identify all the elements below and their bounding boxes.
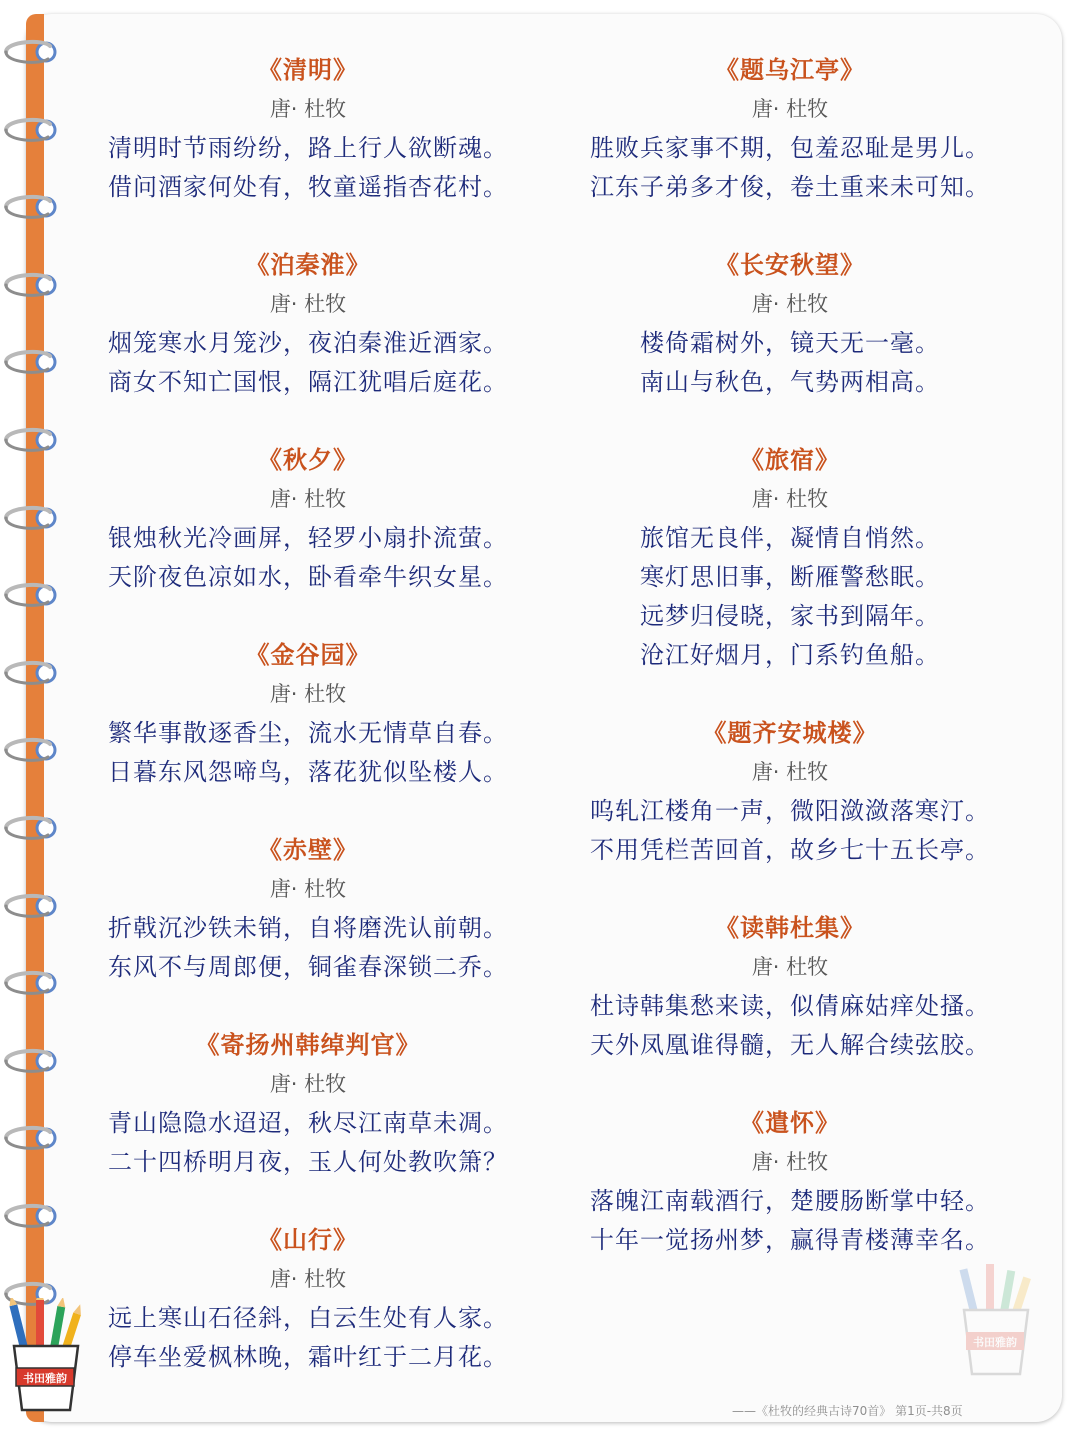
binder-ring <box>0 268 64 302</box>
poem-author: 唐· 杜牧 <box>751 292 829 316</box>
poem-author: 唐· 杜牧 <box>751 97 829 121</box>
binder-ring <box>0 423 64 457</box>
binder-ring <box>0 733 64 767</box>
poem-block <box>58 830 558 987</box>
poem-line: 银烛秋光冷画屏，轻罗小扇扑流萤。 <box>108 524 508 552</box>
poem-author: 唐· 杜牧 <box>269 97 347 121</box>
binder-ring <box>0 966 64 1000</box>
poem-title: 《寄扬州韩绰判官》 <box>195 1031 421 1059</box>
poem-author: 唐· 杜牧 <box>269 877 347 901</box>
poem-block <box>540 245 1040 402</box>
poem-line: 商女不知亡国恨，隔江犹唱后庭花。 <box>108 368 508 396</box>
page-footer: ——《杜牧的经典古诗70首》 第1页-共8页 <box>732 1404 963 1418</box>
poem-block <box>540 440 1040 675</box>
binder-ring <box>0 656 64 690</box>
binder-ring <box>0 811 64 845</box>
poem-author: 唐· 杜牧 <box>269 1072 347 1096</box>
binder-ring <box>0 889 64 923</box>
poem-author: 唐· 杜牧 <box>269 487 347 511</box>
binder-ring <box>0 1044 64 1078</box>
binder-ring <box>0 113 64 147</box>
poem-line: 天阶夜色凉如水，卧看牵牛织女星。 <box>108 563 508 591</box>
poem-line: 远梦归侵晓，家书到隔年。 <box>640 602 940 630</box>
poem-column-right <box>540 50 1040 1260</box>
poem-line: 南山与秋色，气势两相高。 <box>640 368 940 396</box>
poem-title: 《遣怀》 <box>740 1109 840 1137</box>
poem-title: 《题齐安城楼》 <box>702 719 878 747</box>
poem-line: 落魄江南载酒行，楚腰肠断掌中轻。 <box>590 1187 990 1215</box>
poem-line: 胜败兵家事不期，包羞忍耻是男儿。 <box>590 134 990 162</box>
poem-line: 借问酒家何处有，牧童遥指杏花村。 <box>108 173 508 201</box>
poem-title: 《读韩杜集》 <box>715 914 865 942</box>
poem-line: 旅馆无良伴，凝情自悄然。 <box>640 524 940 552</box>
poem-line: 沧江好烟月，门系钓鱼船。 <box>640 641 940 669</box>
pencil-cup-watermark <box>956 1262 1036 1382</box>
watermark-label: 书田雅韵 <box>973 1336 1017 1349</box>
poem-title: 《长安秋望》 <box>715 251 865 279</box>
binder-ring <box>0 1121 64 1155</box>
poem-block <box>58 1025 558 1182</box>
poem-column-left <box>58 50 558 1377</box>
poem-line: 远上寒山石径斜，白云生处有人家。 <box>108 1304 508 1332</box>
binder-ring <box>0 190 64 224</box>
poem-block <box>540 1103 1040 1260</box>
poem-title: 《题乌江亭》 <box>715 56 865 84</box>
poem-author: 唐· 杜牧 <box>751 760 829 784</box>
poem-line: 十年一觉扬州梦，赢得青楼薄幸名。 <box>590 1226 990 1254</box>
poem-author: 唐· 杜牧 <box>751 487 829 511</box>
poem-block <box>58 50 558 207</box>
poem-line: 青山隐隐水迢迢，秋尽江南草未凋。 <box>108 1109 508 1137</box>
poem-block <box>58 440 558 597</box>
poem-title: 《赤壁》 <box>258 836 358 864</box>
poem-line: 日暮东风怨啼鸟，落花犹似坠楼人。 <box>108 758 508 786</box>
poem-author: 唐· 杜牧 <box>269 682 347 706</box>
binder-ring <box>0 345 64 379</box>
poem-line: 呜轧江楼角一声，微阳潋潋落寒汀。 <box>590 797 990 825</box>
poem-line: 繁华事散逐香尘，流水无情草自春。 <box>108 719 508 747</box>
poem-line: 二十四桥明月夜，玉人何处教吹箫？ <box>108 1148 508 1176</box>
binder-ring <box>0 501 64 535</box>
poem-line: 清明时节雨纷纷，路上行人欲断魂。 <box>108 134 508 162</box>
poem-block <box>540 908 1040 1065</box>
poem-line: 东风不与周郎便，铜雀春深锁二乔。 <box>108 953 508 981</box>
poem-line: 折戟沉沙铁未销，自将磨洗认前朝。 <box>108 914 508 942</box>
poem-line: 不用凭栏苦回首，故乡七十五长亭。 <box>590 836 990 864</box>
poem-title: 《泊秦淮》 <box>245 251 371 279</box>
poem-title: 《山行》 <box>258 1226 358 1254</box>
poem-block <box>58 1220 558 1377</box>
poem-author: 唐· 杜牧 <box>269 1267 347 1291</box>
poem-block <box>58 635 558 792</box>
logo-label: 书田雅韵 <box>23 1372 67 1385</box>
poem-block <box>58 245 558 402</box>
poem-author: 唐· 杜牧 <box>269 292 347 316</box>
poem-line: 杜诗韩集愁来读，似倩麻姑痒处搔。 <box>590 992 990 1020</box>
poem-line: 停车坐爱枫林晚，霜叶红于二月花。 <box>108 1343 508 1371</box>
poem-line: 天外凤凰谁得髓，无人解合续弦胶。 <box>590 1031 990 1059</box>
poem-title: 《旅宿》 <box>740 446 840 474</box>
poem-block <box>540 50 1040 207</box>
binder-ring <box>0 578 64 612</box>
binder-ring <box>0 1199 64 1233</box>
poem-line: 江东子弟多才俊，卷土重来未可知。 <box>590 173 990 201</box>
binder-ring <box>0 35 64 69</box>
poem-title: 《秋夕》 <box>258 446 358 474</box>
poem-line: 烟笼寒水月笼沙，夜泊秦淮近酒家。 <box>108 329 508 357</box>
poem-title: 《金谷园》 <box>245 641 371 669</box>
poem-author: 唐· 杜牧 <box>751 1150 829 1174</box>
poem-author: 唐· 杜牧 <box>751 955 829 979</box>
poem-line: 楼倚霜树外，镜天无一毫。 <box>640 329 940 357</box>
pencil-cup-logo <box>6 1298 86 1418</box>
poem-block <box>540 713 1040 870</box>
poem-title: 《清明》 <box>258 56 358 84</box>
poem-line: 寒灯思旧事，断雁警愁眠。 <box>640 563 940 591</box>
